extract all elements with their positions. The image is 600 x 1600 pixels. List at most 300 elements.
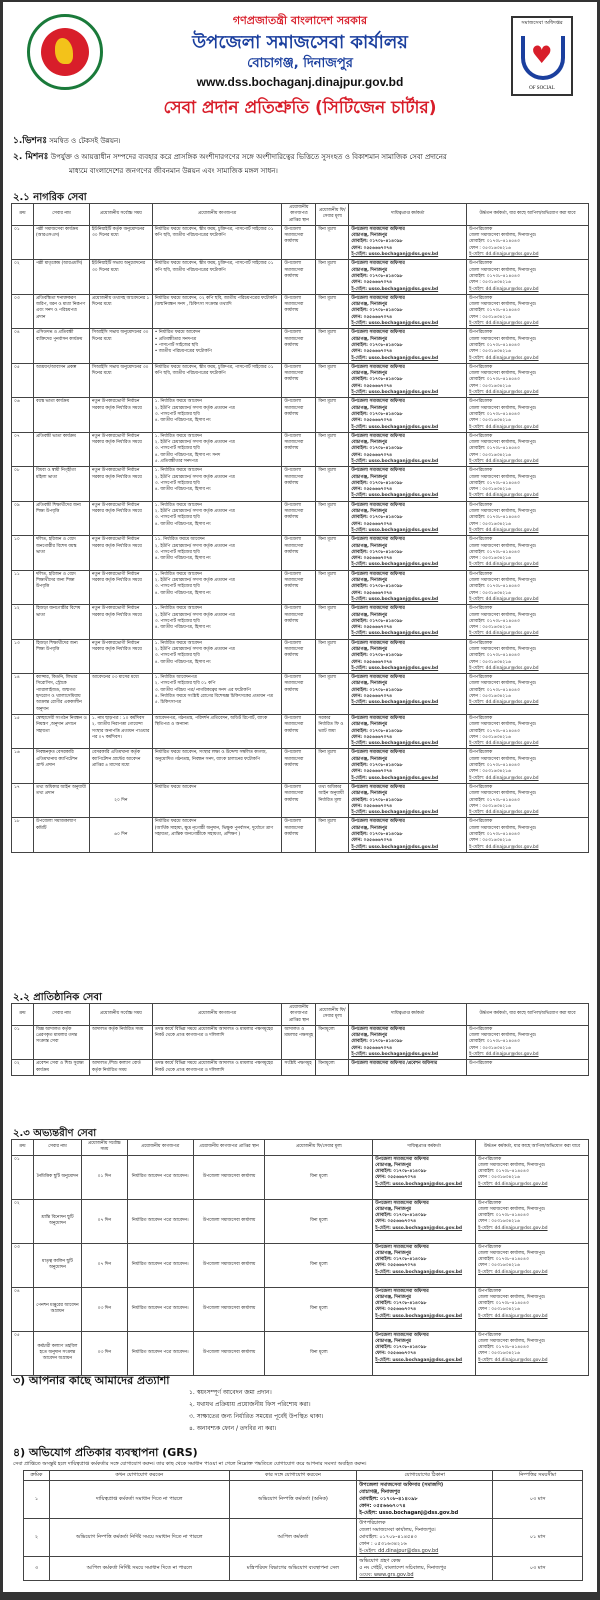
email-link[interactable]: ই-মেইল: usso.bochaganj@dss.gov.bd (351, 286, 439, 292)
cell-line: ফোন : ০৫৩১৬৩৪২১৬ (469, 280, 511, 286)
appeal-officer (467, 570, 589, 604)
cell-line: ফোন: ০৫৫৬৬৬৭০৭৪ (351, 734, 393, 740)
cell-line: নতুন উপকারভোগী নির্বাচন সরকার কর্তৃক নির্ধারিত সময়ে (91, 571, 142, 584)
email-link[interactable]: ই-মেইল: dd.dinajpur@dss.gov.bd (469, 596, 539, 602)
email-link[interactable]: ই-মেইল: dd.dinajpur@dss.gov.bd (469, 527, 539, 533)
cell-line: উপজেলা সমাজসেবা অফিসার (351, 750, 405, 756)
cell-line: নতুন উপকারভোগী নির্বাচন সরকার কর্তৃক নির্ধারিত সময়ে (91, 468, 142, 480)
cell-line: মোবাইল: ০১৭০৮-৪১৪৫৪৩ (469, 446, 520, 452)
email-link[interactable]: ই-মেইল: usso.bochaganj@dss.gov.bd (351, 631, 439, 637)
grs-table (23, 1470, 583, 1581)
email-link[interactable]: ই-মেইল: dd.dinajpur@dss.gov.bd (469, 252, 539, 258)
cell-line: ফোন : ০৫৩১৬৩৪২১৬ (469, 452, 511, 458)
required-documents (152, 605, 282, 639)
contact-address (357, 1481, 493, 1519)
cell-line: উপজেলা সমাজসেবা অফিসার (375, 1200, 429, 1206)
cell-line: উপপরিচালক (469, 226, 493, 232)
cell-line: উপপরিচালক (469, 715, 493, 721)
required-documents (152, 1060, 282, 1076)
cell-line: বোচাগঞ্জ, দিনাজপুর (375, 1294, 411, 1300)
cell-line: মোবাইল: ০১৭০৮-৪১৪৫৪৩ (478, 1257, 529, 1263)
cell-line: ফোন : ০৫৩১৬৩৪২১৬ (469, 487, 511, 493)
cell-line: উপজেলা সমাজসেবা অফিসার (351, 468, 405, 474)
email-link[interactable]: ই-মেইল: dd.dinajpur@dss.gov.bd (469, 810, 539, 816)
cell-line: • পাসপোর্ট সাইজের ছবি (154, 342, 198, 348)
cell-line: মোবাইল: ০১৭০৮-৪১৪০৯৮ (351, 728, 403, 734)
cell-line: উপপরিচালক (478, 1244, 502, 1250)
expectation-item: ৩. সাক্ষাতের জন্য নির্ধারিত সময়ের পূর্বেই উপস্থিত থাকা। (189, 1413, 324, 1420)
whom-to-contact: অভিযোগ নিষ্পত্তি কর্মকর্তা (অনিক) (229, 1481, 357, 1519)
cell-line: নির্ধারিত ফরমে আবেদন, স্কীম ফরম, চুক্তিপত্র, পাসপোর্ট সাইজের ০১ কপি ছবি, জাতীয় পরিচয়পত্রের ফটোকপি (154, 261, 274, 273)
when-to-contact: অভিযোগ নিষ্পত্তি কর্মকর্তা নির্দিষ্ট সময়ে সমাধান দিতে না পারলে (49, 1519, 229, 1557)
table-row (12, 749, 589, 783)
service-name: হিজড়া জনগোষ্ঠীর বিশেষ ভাতা (33, 605, 89, 639)
cell-line: আদালত কর্তৃক নির্ধারিত সময় (91, 1026, 144, 1032)
email-link[interactable]: ই-মেইল: usso.bochaganj@dss.gov.bd (351, 493, 439, 499)
cell-line: উপপরিচালক (469, 675, 493, 681)
service-fee: বিনা মূল্যে (316, 674, 349, 715)
expectation-item: ২. যথাযথ প্রক্রিয়ায় প্রয়োজনীয় ফিস পরিশোধ করা। (189, 1401, 311, 1408)
cell-line: ফোন : ০৫৩১৬৩৪২১৬ (469, 245, 511, 251)
email-link[interactable]: ই-মেইল: dd.dinajpur@dss.gov.bd (478, 1225, 548, 1231)
email-link[interactable]: ই-মেইল: usso.bochaganj@dss.gov.bd (375, 1269, 463, 1275)
max-time (89, 260, 152, 294)
cell-line: জেলা সমাজসেবা কার্যালয়, দিনাজপুর। (469, 722, 537, 728)
email-link[interactable]: ই-মেইল: usso.bochaganj@dss.gov.bd (375, 1357, 463, 1363)
service-name: প্রতিবন্ধী ভাতা কার্যক্রম (33, 432, 89, 466)
service-name: প্রতিবন্ধিতা শনাক্তকরণ জরিপ, ধরন ও মাত্রা নিরূপণ এবং সনদ ও পরিচয়পত্র প্রদান (33, 294, 89, 328)
email-link[interactable]: ই-মেইল: dd.dinajpur@dss.gov.bd (469, 700, 539, 706)
cell-line: ফোন : ০৫৩১৬৩৪২১৬ (469, 659, 511, 665)
documents-source: সংশ্লিষ্ট পক্ষসমূহ (282, 1060, 316, 1076)
cell-line: বোচাগঞ্জ, দিনাজপুর (351, 825, 388, 831)
documents-source: উপজেলা সমাজসেবা কার্যালয় (282, 294, 316, 328)
email-link[interactable]: ই-মেইল: dd.dinajpur@dss.gov.bd (469, 844, 539, 850)
email-link[interactable]: ই-মেইল: usso.bochaganj@dss.gov.bd (351, 844, 439, 850)
column-header: ক্রমিক (24, 1471, 50, 1481)
email-link[interactable]: ই-মেইল: usso.bochaganj@dss.gov.bd (351, 252, 439, 258)
email-link[interactable]: ই-মেইল: dd.dinajpur@dss.gov.bd (469, 390, 539, 396)
logo-bottom-text: OF SOCIAL (529, 86, 555, 91)
email-link[interactable]: ই-মেইল: usso.bochaganj@dss.gov.bd (375, 1225, 463, 1231)
email-link[interactable]: ই-মেইল: dd.dinajpur@dss.gov.bd (469, 493, 539, 499)
max-time (89, 501, 152, 535)
responsible-officer (349, 536, 467, 570)
email-link[interactable]: ই-মেইল: usso.bochaganj@dss.gov.bd (375, 1181, 463, 1187)
max-time (89, 432, 152, 466)
email-link[interactable]: ই-মেইল: usso.bochaganj@dss.gov.bd (351, 562, 439, 568)
when-to-contact: দায়িত্বপ্রাপ্ত কর্মকর্তা সমাধান দিতে না পারলে (49, 1481, 229, 1519)
required-documents (127, 1287, 193, 1331)
header (3, 2, 597, 126)
cell-line: মোবাইল: ০১৭০৮-৪১৪০৯৮ (351, 239, 403, 245)
email-link[interactable]: ই-মেইল: usso.bochaganj@dss.gov.bd (351, 1052, 439, 1058)
cell-line: উপজেলা সমাজসেবা অফিসার /প্রবেশন অফিসার (351, 1061, 438, 1067)
column-header: সেবার নাম (33, 1004, 89, 1026)
required-documents (152, 363, 282, 397)
table-row (12, 294, 589, 328)
service-name: কর্মচারী কল্যাণ তহবিল হতে অনুদান সংক্রান্ত আবেদন অগ্রায়ন (33, 1331, 81, 1375)
max-time (81, 1287, 127, 1331)
cell-line: ৬০ দিন (114, 832, 128, 838)
cell-line: ইউনিয়াইটি সভায় অনুমোদনের ৩০ দিনের মধ্যে (91, 261, 146, 273)
row-number: ০১ (12, 1155, 34, 1199)
cell-line: মোবাইল: ০১৭০৮-৪১৪৫৪৩ (469, 342, 520, 348)
responsible-officer (349, 225, 467, 259)
institutional-services-title: ২.২ প্রাতিষ্ঠানিক সেবা (13, 992, 102, 1003)
cell-line: ফোন : ০৫৩১৬৩৪২১৬ (469, 349, 511, 355)
table-row (12, 225, 589, 259)
max-time (89, 329, 152, 363)
cell-line: ফোন: ০৫৫৬৬৬৭০৭৪ (375, 1307, 416, 1313)
cell-line: উপজেলা সমাজসেবা অফিসার (375, 1156, 429, 1162)
responsible-officer (373, 1287, 476, 1331)
cell-line: মোবাইল: ০১৭০৮-৪১৪৫৪৩ (469, 797, 520, 803)
cell-line: মোবাইল: ০১৭০৮-৪১৪০৯৮ (351, 1039, 403, 1045)
email-link[interactable]: ই-মেইল: usso.bochaganj@dss.gov.bd (351, 390, 439, 396)
cell-line: মোবাইল: ০১৭০৮-৪১৪৫৪৩ (469, 239, 520, 245)
cell-line: উপপরিচালক (469, 433, 493, 439)
government-name: গণপ্রজাতন্ত্রী বাংলাদেশ সরকার (232, 14, 368, 27)
cell-line: ৪. জাতীয় পরিচয়পত্র, হিসাব নং সনদ (154, 452, 221, 458)
max-time (81, 1155, 127, 1199)
table-row (24, 1481, 583, 1519)
cell-line: ৩. জাতীয় পরিচয় পত্র/ নাগরিকত্বের সনদ এর ফটোকপি (154, 687, 251, 693)
cell-line: ২. ইউপি চেয়ারম্যান/ সদস্য কর্তৃক প্রত্যয়ন পত্র (154, 647, 235, 652)
cell-line: ১. নির্ধারিত ফরমে আবেদন (154, 640, 202, 646)
cell-line: নির্ধারিত ফরমে আবেদন (154, 819, 197, 825)
table-row (12, 639, 589, 673)
service-name: বিধবা ও স্বামী নিগৃহীতা মহিলা ভাতা (33, 467, 89, 501)
service-name: প্রবেশন সেবা ও শিশু সুরক্ষা কার্যক্রম (33, 1060, 89, 1076)
cell-line: উপজেলা সমাজসেবা অফিসার (351, 330, 405, 336)
cell-line: ফোন: ০৫৫৬৬৬৭০৭৪ (351, 383, 393, 389)
internal-services-title: ২.৩ অভ্যন্তরীণ সেবা (13, 1128, 97, 1139)
cell-line: উপপরিচালক (478, 1288, 502, 1294)
cell-line: উপজেলা সমাজসেবা অফিসার (351, 537, 405, 543)
cell-line: ৩. পাসপোর্ট সাইজের ছবি (154, 411, 200, 417)
responsible-officer (349, 260, 467, 294)
service-fee: বিনা মূল্যে (316, 260, 349, 294)
row-number: ১২ (12, 605, 34, 639)
cell-line: ফোন : ০৫৩১৬৩৪২১৬ (478, 1219, 520, 1225)
service-fee: বিনা মূল্যে (316, 225, 349, 259)
required-documents (152, 570, 282, 604)
service-name: উপজেলা সমাজকল্যাণ কমিটি (33, 818, 89, 852)
cell-line: ৩. পাসপোর্ট সাইজের ছবি (154, 653, 200, 659)
max-time (89, 818, 152, 852)
cell-line: বোচাগঞ্জ, দিনাজপুর (359, 1489, 400, 1495)
cell-line: ৫. প্রতিবন্ধীতার সনদপত্র (154, 458, 198, 464)
email-link[interactable]: ই-মেইল: dd.dinajpur@dss.gov.bd (469, 1052, 539, 1058)
cell-line: ৪. জাতীয় পরিচয়পত্র, হিসাব নং (154, 521, 211, 527)
cell-line: আবেদনপত্র, গঠনতন্ত্র, পরিদর্শন প্রতিবেদন, অডিট রিপোর্ট, ব্যাংক স্থিতিপত্র ও অন্যান্য (154, 715, 268, 728)
email-link[interactable]: ই-মেইল: dd.dinajpur@dss.gov.bd (469, 562, 539, 568)
documents-source: উপজেলা সমাজসেবা কার্যালয় (282, 398, 316, 432)
cell-line: উপপরিচালক (478, 1156, 502, 1162)
responsible-officer (349, 398, 467, 432)
service-fee: বিনা মূল্যে (316, 363, 349, 397)
email-link[interactable]: ই-মেইল: dd.dinajpur@dss.gov.bd (469, 631, 539, 637)
email-link[interactable]: ই-মেইল: dd.dinajpur@dss.gov.bd (469, 741, 539, 747)
cell-line: মোবাইল: ০১৭০৮-৪১৪০৯৮ (375, 1169, 427, 1175)
cell-line: ৩. পাসপোর্ট সাইজের ছবি (154, 480, 200, 486)
responsible-officer (349, 674, 467, 715)
cell-line: উপজেলা সমাজসেবা অফিসার (351, 261, 405, 267)
cell-line: ফোন: ০৫৫৬৬৬৭০৭৪ (375, 1351, 416, 1357)
appeal-officer (467, 432, 589, 466)
documents-source: উপজেলা সমাজসেবা কার্যালয় (193, 1243, 265, 1287)
cell-line: ফোন: ০৫৫৬৬৬৭০৭৪ (351, 838, 393, 844)
email-link[interactable]: ই-মেইল: dd.dinajpur@dss.gov.bd (469, 355, 539, 361)
cell-line: মোবাইল: ০১৭০৮-৪১৪৫৪৩ (478, 1213, 529, 1219)
cell-line: ফোন : ০৫৩১৬৩৪২১৬ (469, 1045, 511, 1051)
cell-line: বোচাগঞ্জ, দিনাজপুর (375, 1162, 411, 1168)
cell-line: ফোন: ০৫৫৬৬৬৭০৭৪ (351, 314, 393, 320)
email-link[interactable]: ই-মেইল: usso.bochaganj@dss.gov.bd (351, 700, 439, 706)
grs-note: সেবা প্রাপ্তিতে অসন্তুষ্ট হলে দায়িত্বপ্রাপ্ত কর্মকর্তার সঙ্গে যোগাযোগ করুন। তার কাছ থেকে সমাধান পাওয়া না গেলে নিম্নোক্ত পদ্ধতিতে যোগাযোগ করে আপনার সমস্যা অবহিত করুন। (13, 1461, 367, 1467)
column-header: প্রয়োজনীয় কাগজপত্র প্রাপ্তির স্থান (282, 1004, 316, 1026)
cell-line: উপজেলা সমাজসেবা অফিসার (351, 640, 405, 646)
max-time (89, 714, 152, 748)
row-number: ০১ (12, 1025, 34, 1059)
appeal-officer (467, 818, 589, 852)
service-name: বয়স্ক ভাতা কার্যক্রম (33, 398, 89, 432)
required-documents (152, 260, 282, 294)
max-time (89, 225, 152, 259)
cell-line: ফোন : ০৫৩১৬৩৪২১৬ (469, 625, 511, 631)
cell-line: উপজেলা সমাজসেবা অফিসার (সমাজসি) (359, 1482, 444, 1488)
contact-address (357, 1519, 493, 1557)
service-fee: বিনা মূল্যে (265, 1155, 373, 1199)
cell-line: মোবাইল: ০১৭০৮-৪১৪৫৪৩ (469, 480, 520, 486)
email-link[interactable]: ই-মেইল: dd.dinajpur@dss.gov.bd (469, 321, 539, 327)
cell-line: ফোন: ০৫৫৬৬৬৭০৭৪ (351, 625, 393, 631)
cell-line: ৪. জাতীয় পরিচয়পত্র, হিসাব নং (154, 659, 211, 665)
email-link[interactable]: ই-মেইল: usso.bochaganj@dss.gov.bd (351, 355, 439, 361)
email-link[interactable]: ই-মেইল: usso.bochaganj@dss.gov.bd (351, 596, 439, 602)
service-name: তথ্য অধিকার আইন অনুযায়ী তথ্য প্রদান (33, 783, 89, 817)
row-number: ১০ (12, 536, 34, 570)
table-row (12, 398, 589, 432)
cell-line: প্রয়োজনীয় তথ্যসহ আবেদনের ১ দিনের মধ্যে (91, 295, 150, 308)
cell-line: ফোন : ০৫৩১৬৩৪২১৬ (478, 1175, 520, 1181)
responsible-officer (349, 570, 467, 604)
cell-line: ৫ নং গেইট, বাংলাদেশ সচিবালয়, দিনাজপুর (359, 1565, 447, 1571)
cell-line: ৪. জাতীয় পরিচয়পত্র, হিসাব নং (154, 625, 211, 631)
column-header: সেবার নাম (33, 1140, 81, 1156)
email-link[interactable]: ই-মেইল: dd.dinajpur@dss.gov.bd (469, 424, 539, 430)
service-name: পল্লী মাতৃকেন্দ্র (আরএমসি) (33, 260, 89, 294)
cell-line: ০৭ দিন (97, 1261, 111, 1267)
cell-line: উপজেলা সমাজসেবা অফিসার (351, 675, 405, 681)
cell-line: ১. নির্ধারিত ফরমে আবেদন (154, 606, 202, 612)
cell-line: নতুন উপকারভোগী নির্বাচন সরকার কর্তৃক নির্ধারিত সময়ে (91, 640, 142, 652)
email-link[interactable]: ই-মেইল: usso.bochaganj@dss.gov.bd (351, 424, 439, 430)
max-time (89, 674, 152, 715)
appeal-officer (467, 749, 589, 783)
cell-line: ফোন : ০৫৩১৬৩৪২১৬ (469, 383, 511, 389)
cell-line: ফোন : ০৫৩১৬৩৪২১৬ (469, 418, 511, 424)
cell-line: ফোন : ০৫৩১৬৩৪২১৬ (469, 838, 511, 844)
cell-line: বোচাগঞ্জ, দিনাজপুর (375, 1206, 411, 1212)
appeal-officer (467, 674, 589, 715)
email-link[interactable]: ই-মেইল: dd.dinajpur@dss.gov.bd (478, 1357, 548, 1363)
cell-line: ফোন: ০৫৫৬৬৬৭০৭৪ (351, 521, 393, 527)
row-number: ০১ (12, 225, 34, 259)
responsible-officer (349, 467, 467, 501)
cell-line: ২. ইউপি চেয়ারম্যান/ সদস্য কর্তৃক প্রত্যয়ন পত্র (154, 578, 235, 584)
cell-line: • নির্ধারিত ফরমে আবেদন (154, 330, 201, 336)
cell-line: বোচাগঞ্জ, দিনাজপুর (351, 1033, 388, 1039)
email-link[interactable]: ই-মেইল: usso.bochaganj@dss.gov.bd (351, 458, 439, 464)
cell-line: উপজেলা সমাজসেবা অফিসার (375, 1332, 429, 1338)
table-row (12, 1060, 589, 1076)
column-header: দায়িত্বপ্রাপ্ত কর্মকর্তা (349, 204, 467, 226)
cell-line: বোচাগঞ্জ, দিনাজপুর (351, 543, 388, 549)
max-time (81, 1199, 127, 1243)
cell-line: বোচাগঞ্জ, দিনাজপুর (351, 647, 388, 652)
cell-line: ৫. চিকিৎসাপত্র (154, 700, 182, 706)
cell-line: নির্ধারিত আবেদন পত্রে আবেদন। (131, 1305, 189, 1311)
column-header: উর্দ্ধতন কর্মকর্তা, যার কাছে আপিল/অভিযোগ করা যাবে (467, 204, 589, 226)
email-link[interactable]: ই-মেইল: dd.dinajpur@dss.gov.bd (469, 775, 539, 781)
cell-line: জেলা সমাজসেবা কার্যালয়, দিনাজপুর। (478, 1338, 546, 1344)
cell-line: উপপরিচালক (469, 399, 493, 405)
cell-line: সিআইসি সভায় অনুমোদনের ৩০ দিনের মধ্যে (91, 364, 149, 377)
table-row (12, 432, 589, 466)
max-time (81, 1331, 127, 1375)
email-link[interactable]: ই-মেইল: dd.dinajpur@dss.gov.bd (469, 286, 539, 292)
row-number: ১১ (12, 570, 34, 604)
email-link[interactable]: ই-মেইল: dd.dinajpur@dss.gov.bd (478, 1313, 548, 1319)
cell-line: মোবাইল: ০১৭০৮-৪১৪৫৪৩ (359, 1534, 417, 1540)
column-header: প্রয়োজনীয় সর্বোচ্চ সময় (89, 204, 152, 226)
max-time (89, 639, 152, 673)
cell-line: উপপরিচালক (469, 640, 493, 646)
cell-line: ফোন : ০৫৩১৬৩৪২১৬ (478, 1307, 520, 1313)
contact-link[interactable]: ই-মেইল: dd.dinajpur@dss.gov.bd (359, 1548, 439, 1554)
cell-line: মোবাইল: ০১৭০৮-৪১৪০৯৮ (375, 1213, 427, 1219)
cell-line: আদালত /শিশু কল্যাণ বোর্ড কর্তৃক নির্ধারিত সময় (91, 1061, 141, 1073)
email-link[interactable]: ই-মেইল: usso.bochaganj@dss.gov.bd (375, 1313, 463, 1319)
documents-source: উপজেলা সমাজসেবা কার্যালয় (282, 605, 316, 639)
email-link[interactable]: ই-মেইল: usso.bochaganj@dss.gov.bd (351, 775, 439, 781)
documents-source: আদালত ও মামলার পক্ষসমূহ (282, 1025, 316, 1059)
service-fee: বিনামূল্যে (316, 1060, 349, 1076)
required-documents (152, 294, 282, 328)
service-fee: বিনা মূল্যে (316, 605, 349, 639)
service-fee: বিনা মূল্যে (316, 501, 349, 535)
row-number: ১৫ (12, 714, 34, 748)
email-link[interactable]: ই-মেইল: dd.dinajpur@dss.gov.bd (469, 665, 539, 671)
cell-line: মোবাইল: ০১৭০৮-৪১৪০৯৮ (351, 797, 403, 803)
cell-line: নতুন উপকারভোগী নির্বাচন সরকার কর্তৃক নির্ধারিত সময়ে (91, 399, 142, 411)
cell-line: ফোন : ০৫৩১৬৩৪২১৬ (359, 1541, 407, 1547)
cell-line: ০১ দিন (97, 1173, 111, 1179)
service-fee: সরকার নির্ধারিত ফি ও ভ্যাট জমা (316, 714, 349, 748)
cell-line: ফোন: ০৫৫৬৬৬৭০৭৪ (351, 487, 393, 493)
website-link[interactable]: www.dss.bochaganj.dinajpur.gov.bd (196, 75, 404, 89)
cell-line: মোবাইল: ০১৭০৮-৪১৪০৯৮ (351, 653, 403, 659)
cell-line: নতুন উপকারভোগী নির্বাচন সরকার কর্তৃক নির্ধারিত সময়ে (91, 606, 142, 618)
email-link[interactable]: ই-মেইল: usso.bochaganj@dss.gov.bd (351, 321, 439, 327)
service-fee: বিনামূল্যে (316, 1025, 349, 1059)
cell-line: উপপরিচালক (469, 468, 493, 474)
cell-line: মোবাইল: ০১৭০৮-৪১৪০৯৮ (351, 446, 403, 452)
cell-line: তদন্ত কার্যে বিভিন্ন সময়ে প্রয়োজনীয় আদালত ও মামলার পক্ষসমূহের নিকট থেকে প্রাপ্ত কাগজপত্র ও দলিলাদি (154, 1026, 273, 1039)
cell-line: ফোন: ০৫৫৬৬৬৭০৭৪ (351, 1045, 393, 1051)
cell-line: জেলা সমাজসেবা কার্যালয়, দিনাজপুর। (469, 578, 537, 584)
required-documents (127, 1243, 193, 1287)
email-link[interactable]: ই-মেইল: usso.bochaganj@dss.gov.bd (351, 527, 439, 533)
cell-line: জেলা সমাজসেবা কার্যালয়, দিনাজপুর। (478, 1250, 546, 1256)
page-title: সেবা প্রদান প্রতিশ্রুতি (সিটিজেন চার্টার) (163, 98, 437, 118)
service-fee: বিনা মূল্যে (316, 818, 349, 852)
cell-line: ফোন: ০৫৫৬৬৬৭০৭৪ (375, 1263, 416, 1269)
row-number: ০৬ (12, 398, 34, 432)
cell-line: মোবাইল: ০১৭০৮-৪১৪৫৪৩ (469, 1039, 520, 1045)
contact-link[interactable]: ওয়েব: www.grs.gov.bd (359, 1572, 414, 1578)
cell-line: উপজেলা সমাজসেবা অফিসার (351, 399, 405, 405)
expectations-title: ৩) আপনার কাছে আমাদের প্রত্যাশা (13, 1374, 170, 1387)
logo-top-text: সমাজসেবা অধিদপ্তর (521, 20, 563, 26)
table-row (12, 1025, 589, 1059)
column-header: প্রয়োজনীয় সর্বোচ্চ সময় (89, 1004, 152, 1026)
email-link[interactable]: ই-মেইল: dd.dinajpur@dss.gov.bd (478, 1181, 548, 1187)
cell-line: ই-মেইল: usso.bochaganj@dss.gov.bd (359, 1510, 459, 1516)
cell-line: নতুন উপকারভোগী নির্বাচন সরকার কর্তৃক নির্ধারিত সময়ে (91, 433, 142, 446)
email-link[interactable]: ই-মেইল: usso.bochaganj@dss.gov.bd (351, 810, 439, 816)
cell-line: ২. ইউপি চেয়ারম্যান/ সদস্য কর্তৃক প্রত্যয়ন পত্র (154, 612, 235, 618)
cell-line: জেলা সমাজসেবা কার্যালয়, দিনাজপুর। (469, 440, 537, 446)
row-number: ০৮ (12, 467, 34, 501)
email-link[interactable]: ই-মেইল: dd.dinajpur@dss.gov.bd (478, 1269, 548, 1275)
service-fee: বিনা মূল্যে (265, 1199, 373, 1243)
documents-source: উপজেলা সমাজসেবা কার্যালয় (282, 674, 316, 715)
column-header: প্রয়োজনীয় কাগজপত্র প্রাপ্তির স্থান (282, 204, 316, 226)
cell-line: সিআইসি সভায় অনুমোদনের ৩০ দিনের মধ্যে (91, 330, 149, 342)
cell-line: জেলা সমাজসেবা কার্যালয়, দিনাজপুর। (469, 371, 537, 377)
cell-line: ০৩ দিন (97, 1349, 111, 1355)
responsible-officer (349, 294, 467, 328)
cell-line: মোবাইল: ০১৭০৮-৪১৪০৯৮ (351, 763, 403, 769)
cell-line: উপপরিচালক (469, 502, 493, 508)
max-time (89, 536, 152, 570)
cell-line: ২. ইউপি চেয়ারম্যান/ সদস্য কর্তৃক প্রত্যয়ন পত্র (154, 509, 235, 515)
cell-line: উপপরিচালক (469, 750, 493, 756)
row-number: ৩ (24, 1557, 50, 1581)
email-link[interactable]: ই-মেইল: dd.dinajpur@dss.gov.bd (469, 458, 539, 464)
required-documents (152, 674, 282, 715)
cell-line: উপজেলা সমাজসেবা অফিসার (351, 571, 405, 577)
email-link[interactable]: ই-মেইল: usso.bochaganj@dss.gov.bd (351, 665, 439, 671)
cell-line: উপপরিচালক (469, 819, 493, 825)
documents-source: উপজেলা সমাজসেবা কার্যালয় (282, 260, 316, 294)
cell-line: বোচাগঞ্জ, দিনাজপুর (351, 612, 388, 618)
required-documents (152, 1025, 282, 1059)
cell-line: ৩. পাসপোর্ট সাইজের ছবি (154, 584, 200, 590)
cell-line: মোবাইল: ০১৭০৮-৪১৪০৯৮ (351, 549, 403, 555)
responsible-officer (373, 1199, 476, 1243)
contact-address (357, 1557, 493, 1581)
cell-line: নির্ধারিত আবেদন পত্রে আবেদন। (131, 1349, 189, 1355)
cell-line: জেলা সমাজসেবা কার্যালয়, দিনাজপুর। (469, 681, 537, 687)
email-link[interactable]: ই-মেইল: usso.bochaganj@dss.gov.bd (351, 741, 439, 747)
cell-line: মোবাইল: ০১৭০৮-৪১৪০৯৮ (351, 480, 403, 486)
required-documents (152, 501, 282, 535)
cell-line: ফোন: ০৫৫৬৬৬৭০৭৪ (351, 590, 393, 596)
